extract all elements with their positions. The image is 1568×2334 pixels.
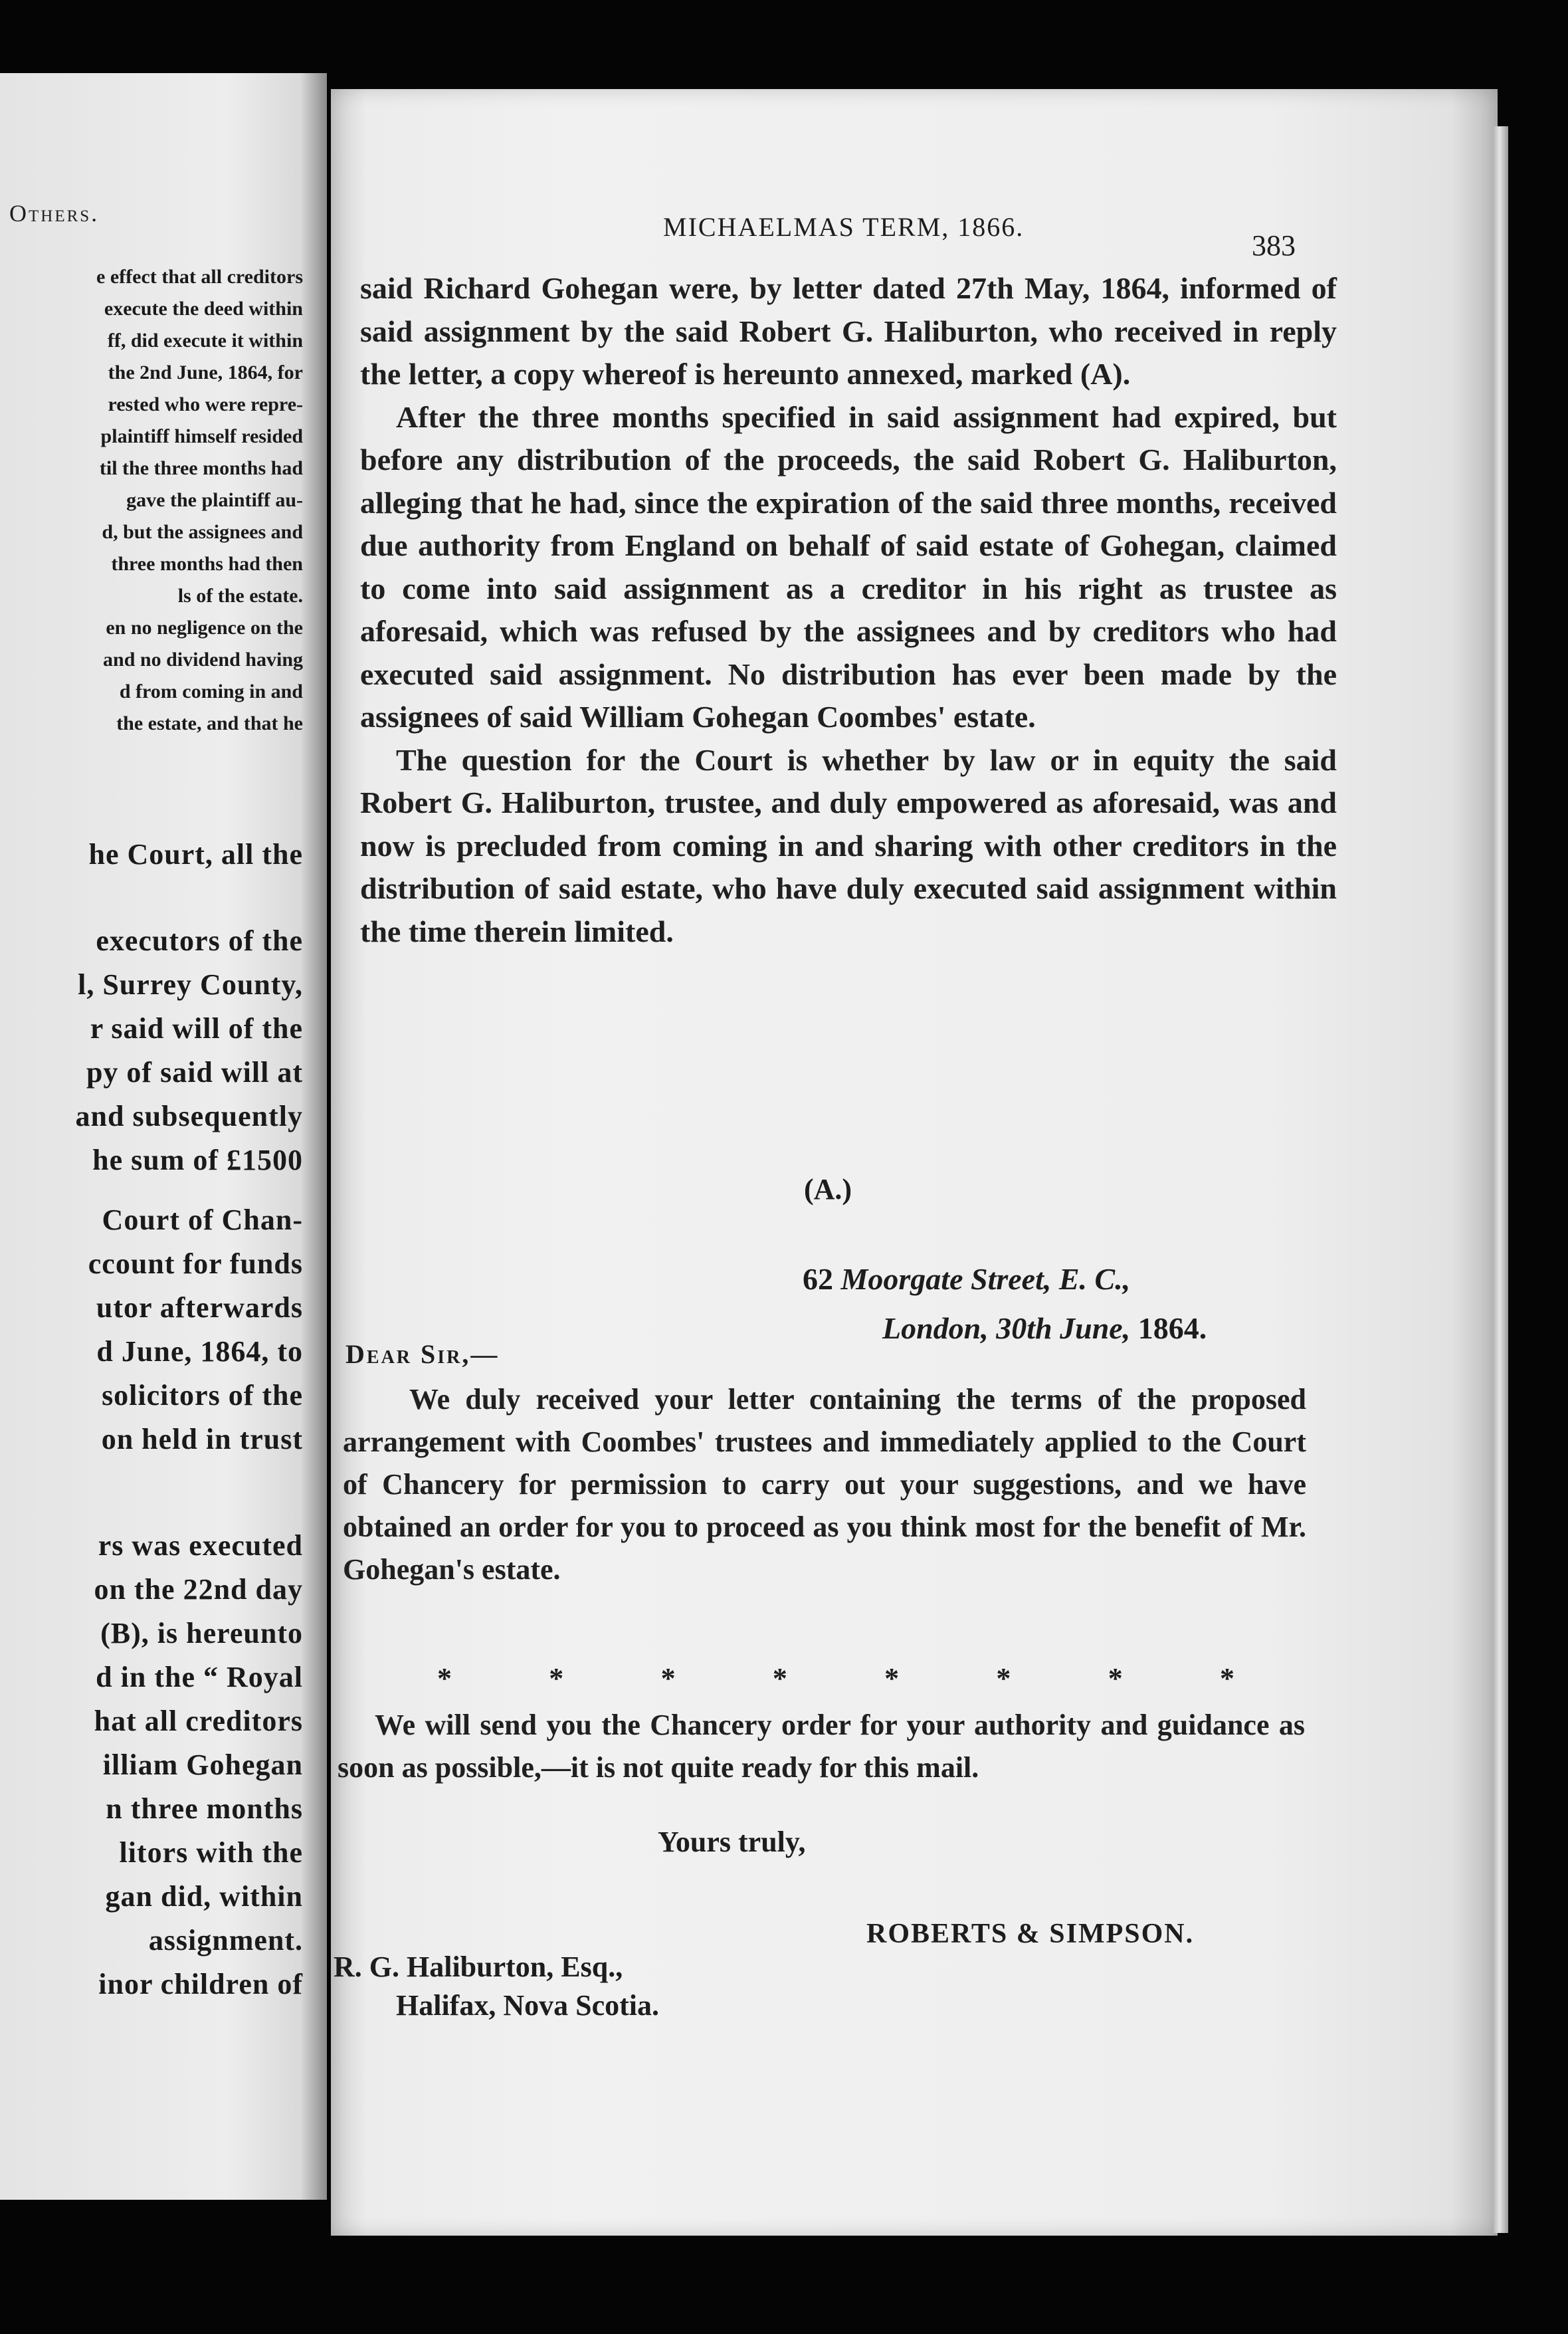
left-line bbox=[0, 1748, 315, 1792]
letter-mark: (A.) bbox=[804, 1173, 852, 1206]
letter-body-2 bbox=[338, 1704, 1305, 1789]
closing: Yours truly, bbox=[658, 1826, 806, 1858]
left-line-text: and no dividend having bbox=[103, 649, 303, 671]
left-line-text: en no negligence on the bbox=[106, 617, 303, 639]
paragraph-3: The question for the Court is whether by law or in equity the said Robert G. Haliburton, trustee, and duly empowered as aforesaid, was and now is precluded from coming in and sharing with other creditors in the distribution of said estate, who have duly executed said assignment within the time therein limited. bbox=[360, 742, 1337, 948]
left-line-text: litors with the bbox=[119, 1836, 303, 1869]
left-page-fragment bbox=[0, 73, 327, 2200]
page-number: 383 bbox=[1252, 229, 1296, 262]
left-line bbox=[0, 712, 315, 744]
left-line bbox=[0, 617, 315, 649]
left-line bbox=[0, 362, 315, 393]
letter-body bbox=[343, 1378, 1306, 1591]
left-line-text: on held in trust bbox=[101, 1423, 303, 1455]
left-line bbox=[0, 1247, 315, 1291]
signature: ROBERTS & SIMPSON. bbox=[866, 1919, 1195, 1949]
star: * bbox=[1219, 1662, 1234, 1695]
left-line-text: solicitors of the bbox=[102, 1379, 303, 1412]
left-line bbox=[0, 1967, 315, 2011]
left-line-text: (B), is hereunto bbox=[100, 1617, 303, 1649]
star: * bbox=[1108, 1662, 1123, 1695]
left-line bbox=[0, 1572, 315, 1616]
left-line bbox=[0, 1334, 315, 1378]
left-line-text: ff, did execute it within bbox=[107, 330, 303, 352]
recipient-line-1: R. G. Haliburton, Esq., bbox=[334, 1951, 623, 1983]
left-line-text: and subsequently bbox=[75, 1100, 303, 1132]
star: * bbox=[549, 1662, 564, 1695]
left-line bbox=[0, 1422, 315, 1466]
left-line bbox=[0, 457, 315, 489]
star: * bbox=[660, 1662, 676, 1695]
left-line bbox=[0, 330, 315, 362]
left-line bbox=[0, 1143, 315, 1187]
left-line bbox=[0, 585, 315, 617]
left-line-text: d from coming in and bbox=[119, 681, 303, 702]
left-line bbox=[0, 1055, 315, 1099]
left-line bbox=[0, 968, 315, 1011]
left-line-text: Court of Chan- bbox=[102, 1204, 303, 1236]
left-line bbox=[0, 425, 315, 457]
left-line-text: illiam Gohegan bbox=[102, 1749, 303, 1781]
left-line bbox=[0, 1099, 315, 1143]
left-line-text: on the 22nd day bbox=[94, 1573, 303, 1606]
paragraph-2: After the three months specified in said assignment had expired, but before any distribution of the proceeds, the said Robert G. Haliburton, alleging that he had, since the expiration of the said three months, received due authority from England on behalf of said estate of Gohegan, claimed to come into said assignment as a creditor in his right as trustee as aforesaid, which was refused by the assignees and by creditors who had executed said assignment. No distribution has ever been made by the assignees of said William Gohegan Coombes' estate. bbox=[360, 399, 1337, 734]
left-line-text: the 2nd June, 1864, for bbox=[108, 362, 303, 383]
address-number: 62 bbox=[803, 1262, 833, 1296]
running-head-title: MICHAELMAS TERM, 1866. bbox=[663, 212, 1025, 242]
left-line-text: the estate, and that he bbox=[116, 712, 303, 734]
left-line bbox=[0, 1836, 315, 1879]
left-line-text: d in the “ Royal bbox=[96, 1661, 303, 1693]
left-line-text: rested who were repre- bbox=[108, 393, 303, 415]
left-line-text: execute the deed within bbox=[104, 298, 303, 320]
left-line-text: til the three months had bbox=[99, 457, 303, 479]
left-line-text: hat all creditors bbox=[94, 1705, 303, 1737]
star: * bbox=[884, 1662, 900, 1695]
left-line-text: inor children of bbox=[98, 1968, 303, 2000]
letter-paragraph-1: We duly received your letter containing the terms of the proposed arrangement with Coombes' trustees and immediately applied to the Court of Chancery for permission to carry out your suggestions, and we have obtained an order for you to proceed as you think most for the benefit of Mr. Gohegan's estate. bbox=[343, 1383, 1306, 1586]
left-line bbox=[0, 649, 315, 681]
body-text bbox=[360, 267, 1337, 953]
left-line-text: plaintiff himself resided bbox=[100, 425, 303, 447]
left-line bbox=[0, 489, 315, 521]
address-street: Moorgate Street, E. C., bbox=[840, 1262, 1131, 1296]
left-line-text: gave the plaintiff au- bbox=[126, 489, 303, 511]
left-line bbox=[0, 837, 315, 880]
address-city: London, bbox=[882, 1311, 989, 1345]
left-line bbox=[0, 681, 315, 712]
recipient-line-2: Halifax, Nova Scotia. bbox=[396, 1989, 659, 2022]
left-line-text: ccount for funds bbox=[88, 1247, 303, 1280]
star: * bbox=[996, 1662, 1011, 1695]
left-line-text: he Court, all the bbox=[88, 838, 303, 871]
left-line bbox=[0, 298, 315, 330]
left-line bbox=[0, 1203, 315, 1247]
star: * bbox=[437, 1662, 452, 1695]
left-line bbox=[0, 924, 315, 968]
star: * bbox=[772, 1662, 787, 1695]
left-line bbox=[0, 1529, 315, 1572]
address-line-2 bbox=[882, 1311, 1207, 1346]
left-line bbox=[0, 1660, 315, 1704]
right-page bbox=[331, 89, 1498, 2236]
left-line-text: r said will of the bbox=[90, 1012, 303, 1045]
address-line-1 bbox=[803, 1261, 1130, 1297]
left-line-text: gan did, within bbox=[105, 1880, 303, 1913]
salutation: Dear Sir,— bbox=[345, 1339, 500, 1369]
left-line bbox=[0, 1378, 315, 1422]
left-line-text: n three months bbox=[106, 1792, 303, 1825]
left-line bbox=[0, 1011, 315, 1055]
left-line-text: he sum of £1500 bbox=[92, 1144, 303, 1176]
left-line-text: ls of the estate. bbox=[177, 585, 303, 607]
address-date: 30th June, bbox=[996, 1311, 1131, 1345]
paragraph-1: said Richard Gohegan were, by letter dated 27th May, 1864, informed of said assignment by the said Robert G. Haliburton, who received in reply the letter, a copy whereof is hereunto annexed, marked (A). bbox=[360, 271, 1337, 391]
left-line bbox=[0, 1879, 315, 1923]
ellipsis-stars bbox=[437, 1661, 1234, 1695]
left-line bbox=[0, 553, 315, 585]
left-line bbox=[0, 1291, 315, 1334]
letter-paragraph-2: We will send you the Chancery order for your authority and guidance as soon as possible,—it is not quite ready for this mail. bbox=[338, 1709, 1305, 1784]
left-line-text: d, but the assignees and bbox=[102, 521, 303, 543]
left-line-text: py of said will at bbox=[86, 1056, 303, 1089]
left-line-text: three months had then bbox=[111, 553, 303, 575]
left-running-head: Others. bbox=[9, 200, 100, 227]
left-line-text: rs was executed bbox=[98, 1529, 303, 1562]
left-line bbox=[0, 1616, 315, 1660]
left-line-text: utor afterwards bbox=[96, 1291, 303, 1324]
left-line bbox=[0, 521, 315, 553]
left-line-text: assignment. bbox=[148, 1924, 303, 1957]
left-line-text: e effect that all creditors bbox=[96, 266, 303, 288]
left-line-text: executors of the bbox=[96, 924, 303, 957]
left-line bbox=[0, 266, 315, 298]
left-line bbox=[0, 1923, 315, 1967]
left-line bbox=[0, 1792, 315, 1836]
page-edge bbox=[1494, 126, 1508, 2233]
left-line bbox=[0, 393, 315, 425]
address-year: 1864. bbox=[1137, 1311, 1207, 1345]
left-line-text: d June, 1864, to bbox=[96, 1335, 303, 1368]
left-line-text: l, Surrey County, bbox=[78, 968, 303, 1001]
left-line bbox=[0, 1704, 315, 1748]
